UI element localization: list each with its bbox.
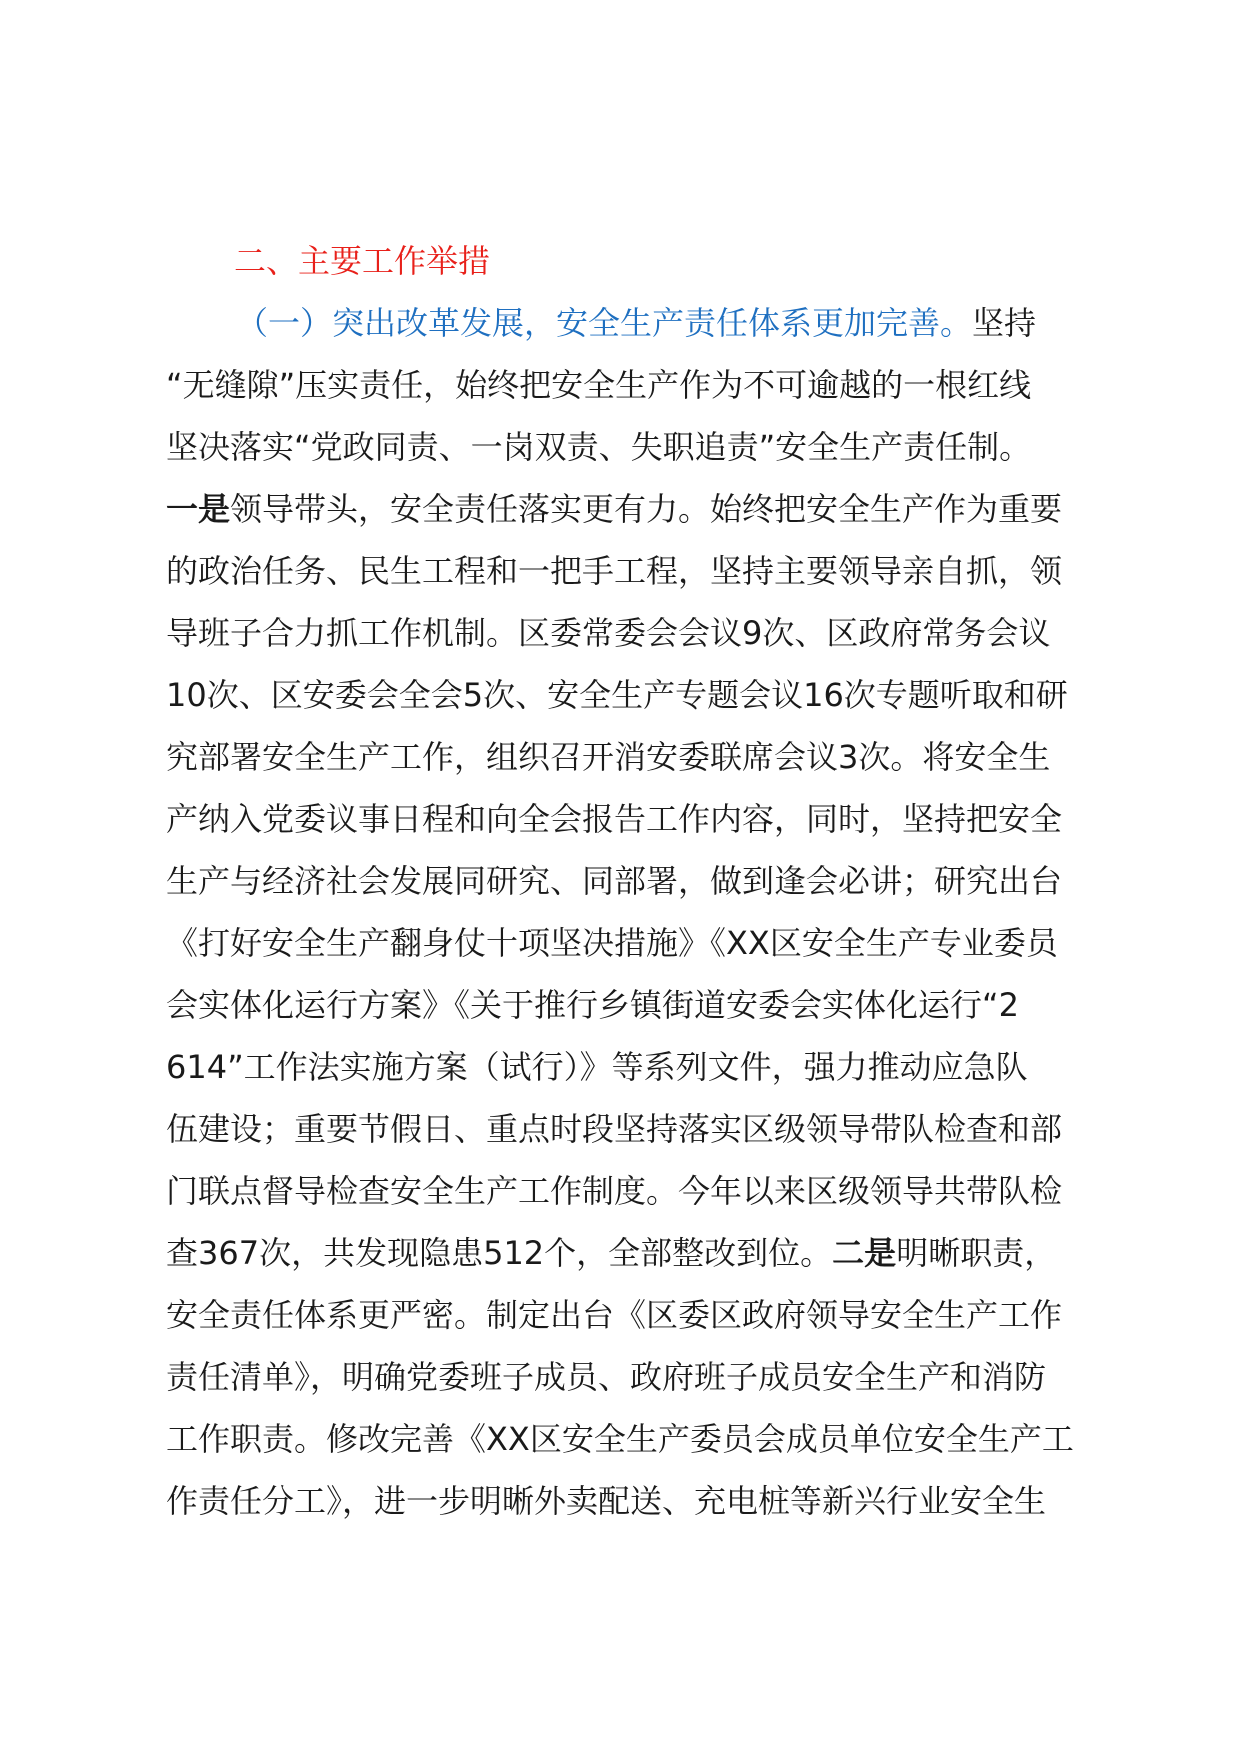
paragraph-line: 614”工作法实施方案（试行）》等系列文件，强力推动应急队 xyxy=(166,1048,1028,1086)
paragraph-line xyxy=(166,1222,1106,1284)
paragraph-line xyxy=(166,478,1106,540)
paragraph-line: 《打好安全生产翻身仗十项坚决措施》《XX区安全生产专业委员 xyxy=(166,924,1058,962)
paragraph-line: 坚决落实“党政同责、一岗双责、失职追责”安全生产责任制。 xyxy=(166,428,1032,466)
point-one-text: 领导带头，安全责任落实更有力。始终把安全生产作为重要 xyxy=(230,490,1063,528)
paragraph-line: 伍建设；重要节假日、重点时段坚持落实区级领导带队检查和部 xyxy=(166,1110,1063,1148)
point-two-lead: 查367次，共发现隐患512个，全部整改到位。 xyxy=(166,1234,833,1272)
paragraph-line: 工作职责。修改完善《XX区安全生产委员会成员单位安全生产工 xyxy=(166,1420,1074,1458)
paragraph-line: 生产与经济社会发展同研究、同部署，做到逢会必讲；研究出台 xyxy=(166,862,1063,900)
subsection-tail: 坚持 xyxy=(972,304,1037,342)
paragraph-line: 10次、区安委会全会5次、安全生产专题会议16次专题听取和研 xyxy=(166,676,1068,714)
subsection-heading: （一）突出改革发展，安全生产责任体系更加完善。 xyxy=(236,304,973,342)
document-body xyxy=(166,230,1106,1532)
paragraph-line: 安全责任体系更严密。制定出台《区委区政府领导安全生产工作 xyxy=(166,1296,1063,1334)
paragraph-line: 导班子合力抓工作机制。区委常委会会议9次、区政府常务会议 xyxy=(166,614,1051,652)
paragraph-line: 产纳入党委议事日程和向全会报告工作内容，同时，坚持把安全 xyxy=(166,800,1063,838)
paragraph-line: 作责任分工》，进一步明晰外卖配送、充电桩等新兴行业安全生 xyxy=(166,1482,1047,1520)
paragraph-line: 的政治任务、民生工程和一把手工程，坚持主要领导亲自抓，领 xyxy=(166,552,1063,590)
point-one-marker: 一是 xyxy=(166,490,231,528)
paragraph-line: 会实体化运行方案》《关于推行乡镇街道安委会实体化运行“2 xyxy=(166,986,1019,1024)
paragraph-line: 责任清单》，明确党委班子成员、政府班子成员安全生产和消防 xyxy=(166,1358,1047,1396)
paragraph-line: 门联点督导检查安全生产工作制度。今年以来区级领导共带队检 xyxy=(166,1172,1063,1210)
section-heading: 二、主要工作举措 xyxy=(234,242,491,280)
subsection-line xyxy=(166,292,1106,354)
point-two-text: 明晰职责， xyxy=(896,1234,1057,1272)
point-two-marker: 二是 xyxy=(832,1234,897,1272)
paragraph-line: “无缝隙”压实责任，始终把安全生产作为不可逾越的一根红线 xyxy=(166,366,1032,404)
paragraph-line: 究部署安全生产工作，组织召开消安委联席会议3次。将安全生 xyxy=(166,738,1051,776)
